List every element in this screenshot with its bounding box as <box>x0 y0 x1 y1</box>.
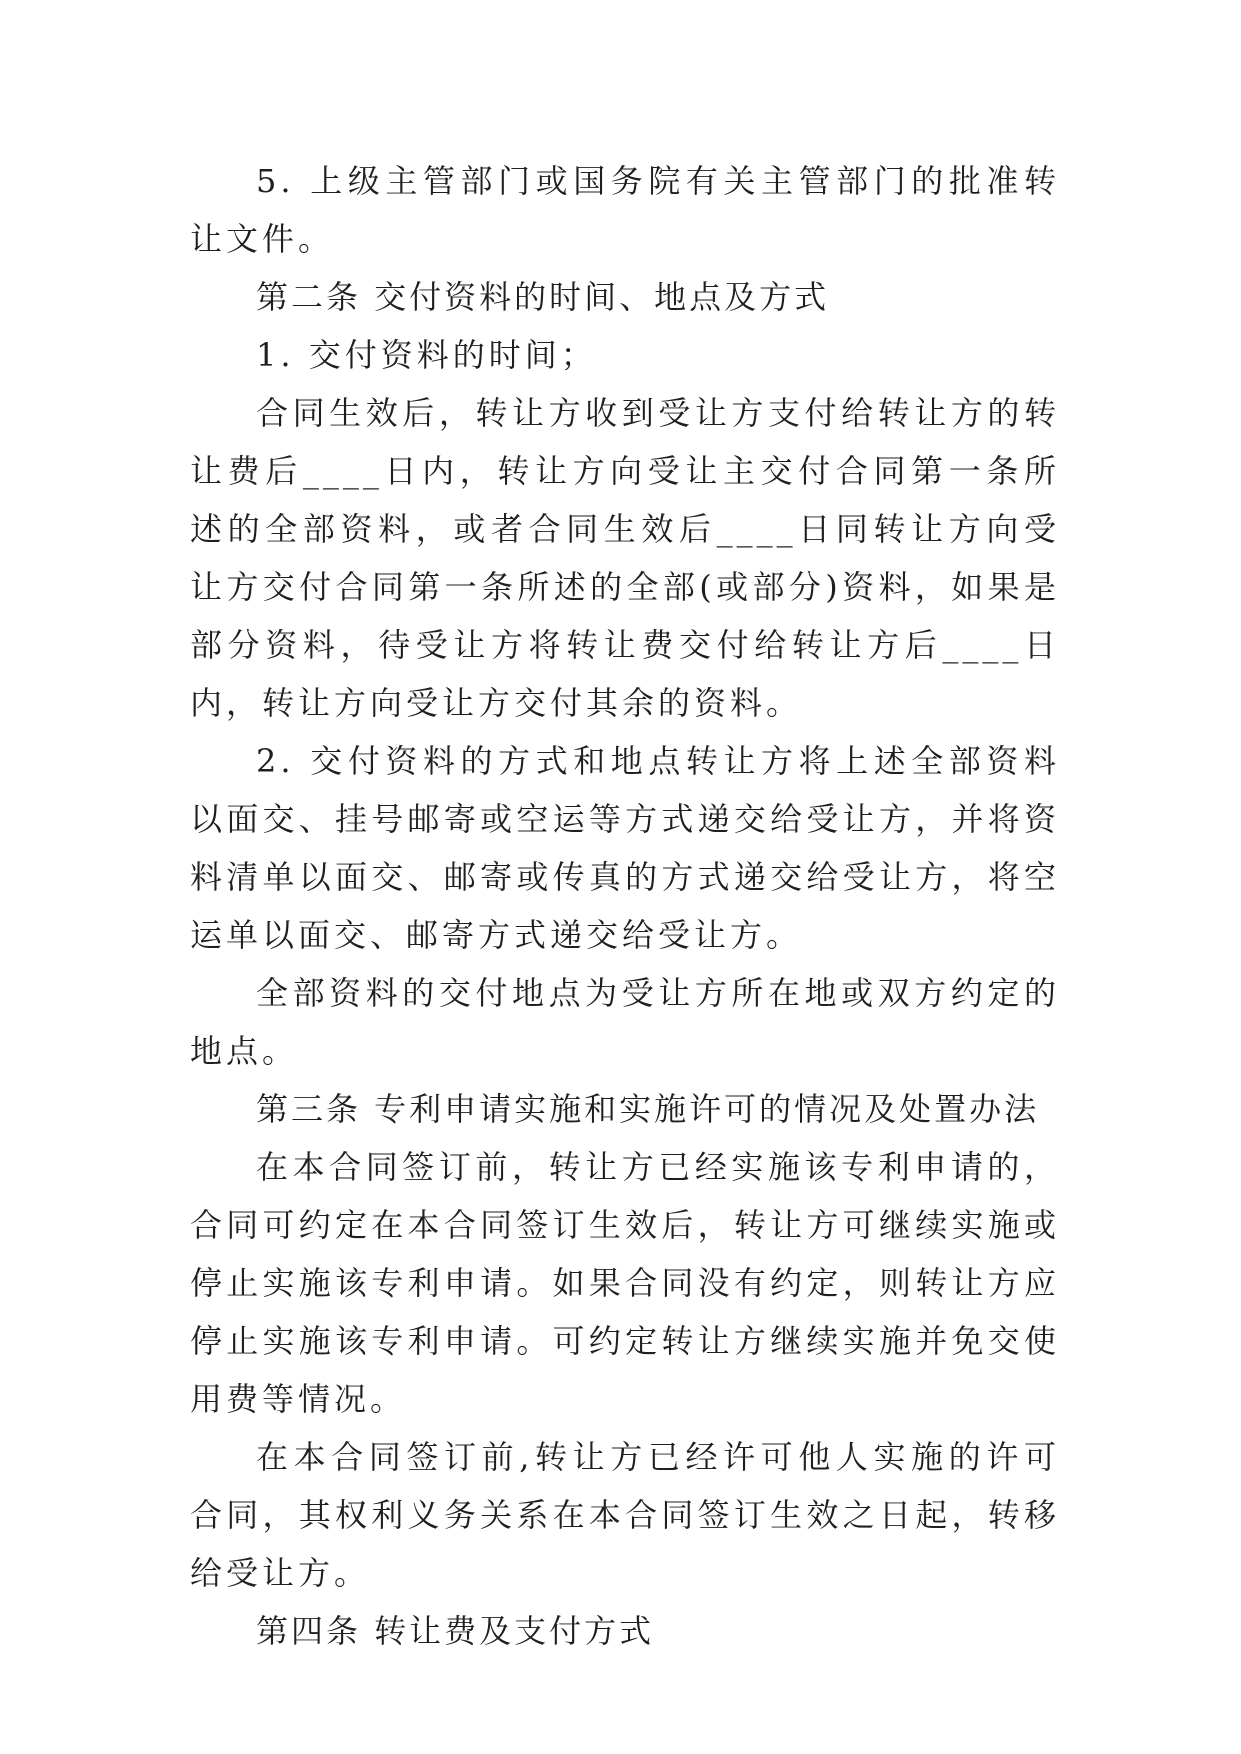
heading-article-2: 第二条 交付资料的时间、地点及方式 <box>256 278 830 316</box>
paragraph-prior-license: 在本合同签订前,转让方已经许可他人实施的许可合同，其权利义务关系在本合同签订生效之日起，转移给受让方。 <box>190 1438 1060 1592</box>
paragraph-prior-implementation: 在本合同签订前，转让方已经实施该专利申请的，合同可约定在本合同签订生效后，转让方可继续实施或停止实施该专利申请。如果合同没有约定，则转让方应停止实施该专利申请。可约定转让方继续实施并免交使用费等情况。 <box>190 1148 1060 1418</box>
paragraph-delivery-place: 全部资料的交付地点为受让方所在地或双方约定的地点。 <box>190 974 1060 1070</box>
heading-article-3: 第三条 专利申请实施和实施许可的情况及处置办法 <box>256 1090 1040 1128</box>
heading-article-4: 第四条 转让费及支付方式 <box>256 1612 655 1650</box>
paragraph-approval-document: 5. 上级主管部门或国务院有关主管部门的批准转让文件。 <box>190 162 1060 258</box>
paragraph-delivery-time-title: 1. 交付资料的时间； <box>256 336 597 374</box>
document-body <box>190 152 1060 1660</box>
paragraph-delivery-method: 2. 交付资料的方式和地点转让方将上述全部资料以面交、挂号邮寄或空运等方式递交给受让方，并将资料清单以面交、邮寄或传真的方式递交给受让方，将空运单以面交、邮寄方式递交给受让方。 <box>190 742 1060 954</box>
paragraph-delivery-time-detail: 合同生效后，转让方收到受让方支付给转让方的转让费后____日内，转让方向受让主交付合同第一条所述的全部资料，或者合同生效后____日同转让方向受让方交付合同第一条所述的全部(或部分)资料，如果是部分资料，待受让方将转让费交付给转让方后____日内，转让方向受让方交付其余的资料。 <box>190 394 1060 722</box>
